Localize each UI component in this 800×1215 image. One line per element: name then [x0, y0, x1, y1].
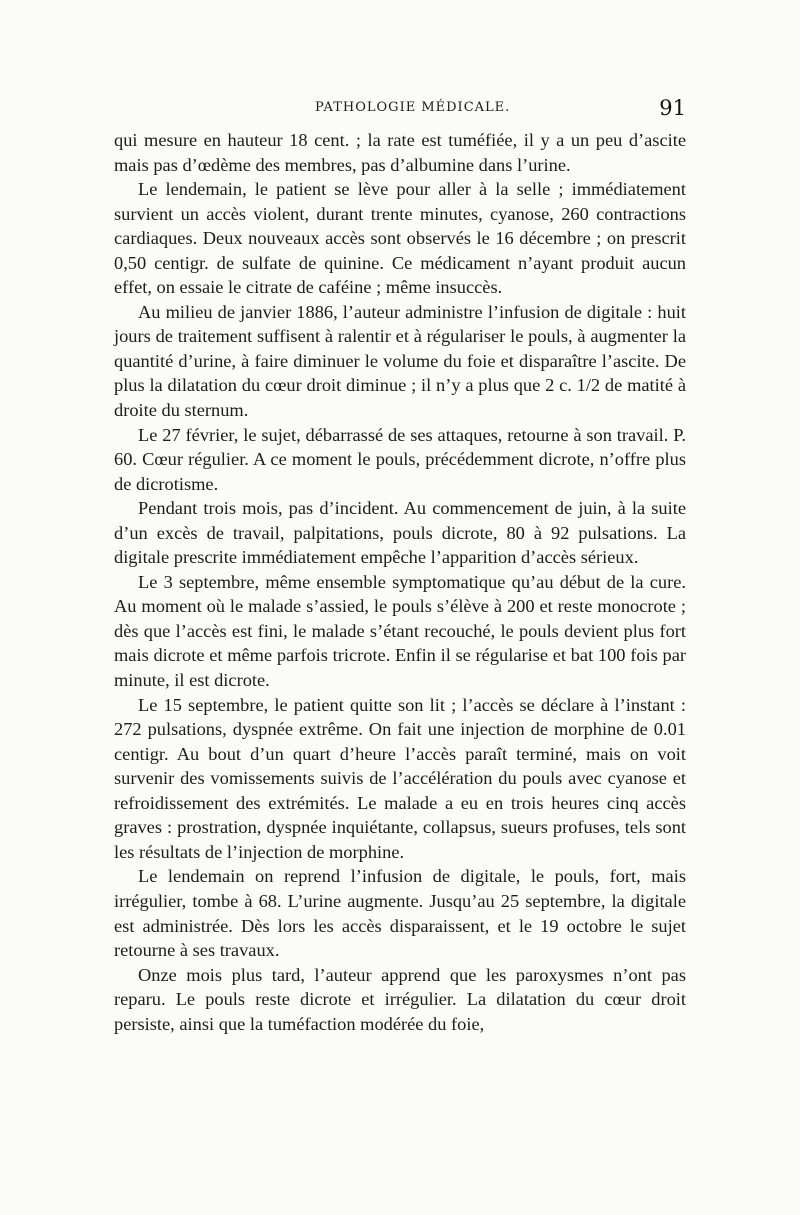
running-head: PATHOLOGIE MÉDICALE. — [315, 100, 511, 115]
page-number: 91 — [659, 96, 686, 120]
paragraph: Le 27 février, le sujet, débarrassé de ses attaques, retourne à son travail. P. 60. Cœur régulier. A ce moment le pouls, précédemment dicrote, n’offre plus de dicrotisme. — [114, 424, 686, 494]
paragraph-continuation: qui mesure en hauteur 18 cent. ; la rate est tuméfiée, il y a un peu d’ascite mais pas d’œdème des membres, pas d’albumine dans l’urine. — [114, 130, 686, 175]
paragraph: Le lendemain on reprend l’infusion de digitale, le pouls, fort, mais irrégulier, tombe à 68. L’urine augmente. Jusqu’au 25 septembre, la digitale est administrée. Dès lors les accès disparaissent, et le 19 octobre le sujet retourne à ses travaux. — [114, 866, 686, 961]
paragraph: Le 15 septembre, le patient quitte son lit ; l’accès se déclare à l’instant : 272 pulsations, dyspnée extrême. On fait une injection de morphine de 0.01 centigr. Au bout d’un quart d’heure l’accès paraît terminé, mais on voit survenir des vomissements suivis de l’accélération du pouls avec cyanose et refroidissement des extrémités. Le malade a eu en trois heures cinq accès graves : prostration, dyspnée inquiétante, collapsus, sueurs profuses, tels sont les résultats de l’injection de morphine. — [114, 694, 686, 862]
paragraph: Le 3 septembre, même ensemble symptomatique qu’au début de la cure. Au moment où le malade s’assied, le pouls s’élève à 200 et reste monocrote ; dès que l’accès est fini, le malade s’étant recouché, le pouls devient plus fort mais dicrote et même parfois tricrote. Enfin il se régularise et bat 100 fois par minute, il est dicrote. — [114, 571, 686, 691]
paragraph: Le lendemain, le patient se lève pour aller à la selle ; immédiatement survient un accès violent, durant trente minutes, cyanose, 260 contractions cardiaques. Deux nouveaux accès sont observés le 16 décembre ; on prescrit 0,50 centigr. de sulfate de quinine. Ce médicament n’ayant produit aucun effet, on essaie le citrate de caféine ; même insuccès. — [114, 179, 686, 298]
paragraph: Au milieu de janvier 1886, l’auteur administre l’infusion de digitale : huit jours de traitement suffisent à ralentir et à régulariser le pouls, à augmenter la quantité d’urine, à faire diminuer le volume du foie et disparaître l’ascite. De plus la dilatation du cœur droit diminue ; il n’y a plus que 2 c. 1/2 de matité à droite du sternum. — [114, 301, 686, 421]
body-text — [114, 128, 686, 1036]
paragraph: Onze mois plus tard, l’auteur apprend que les paroxysmes n’ont pas reparu. Le pouls reste dicrote et irrégulier. La dilatation du cœur droit persiste, ainsi que la tuméfaction modérée du foie, — [114, 964, 686, 1034]
page-header — [110, 96, 688, 126]
paragraph: Pendant trois mois, pas d’incident. Au commencement de juin, à la suite d’un excès de travail, palpitations, pouls dicrote, 80 à 92 pulsations. La digitale prescrite immédiatement empêche l’apparition d’accès sérieux. — [114, 498, 686, 568]
